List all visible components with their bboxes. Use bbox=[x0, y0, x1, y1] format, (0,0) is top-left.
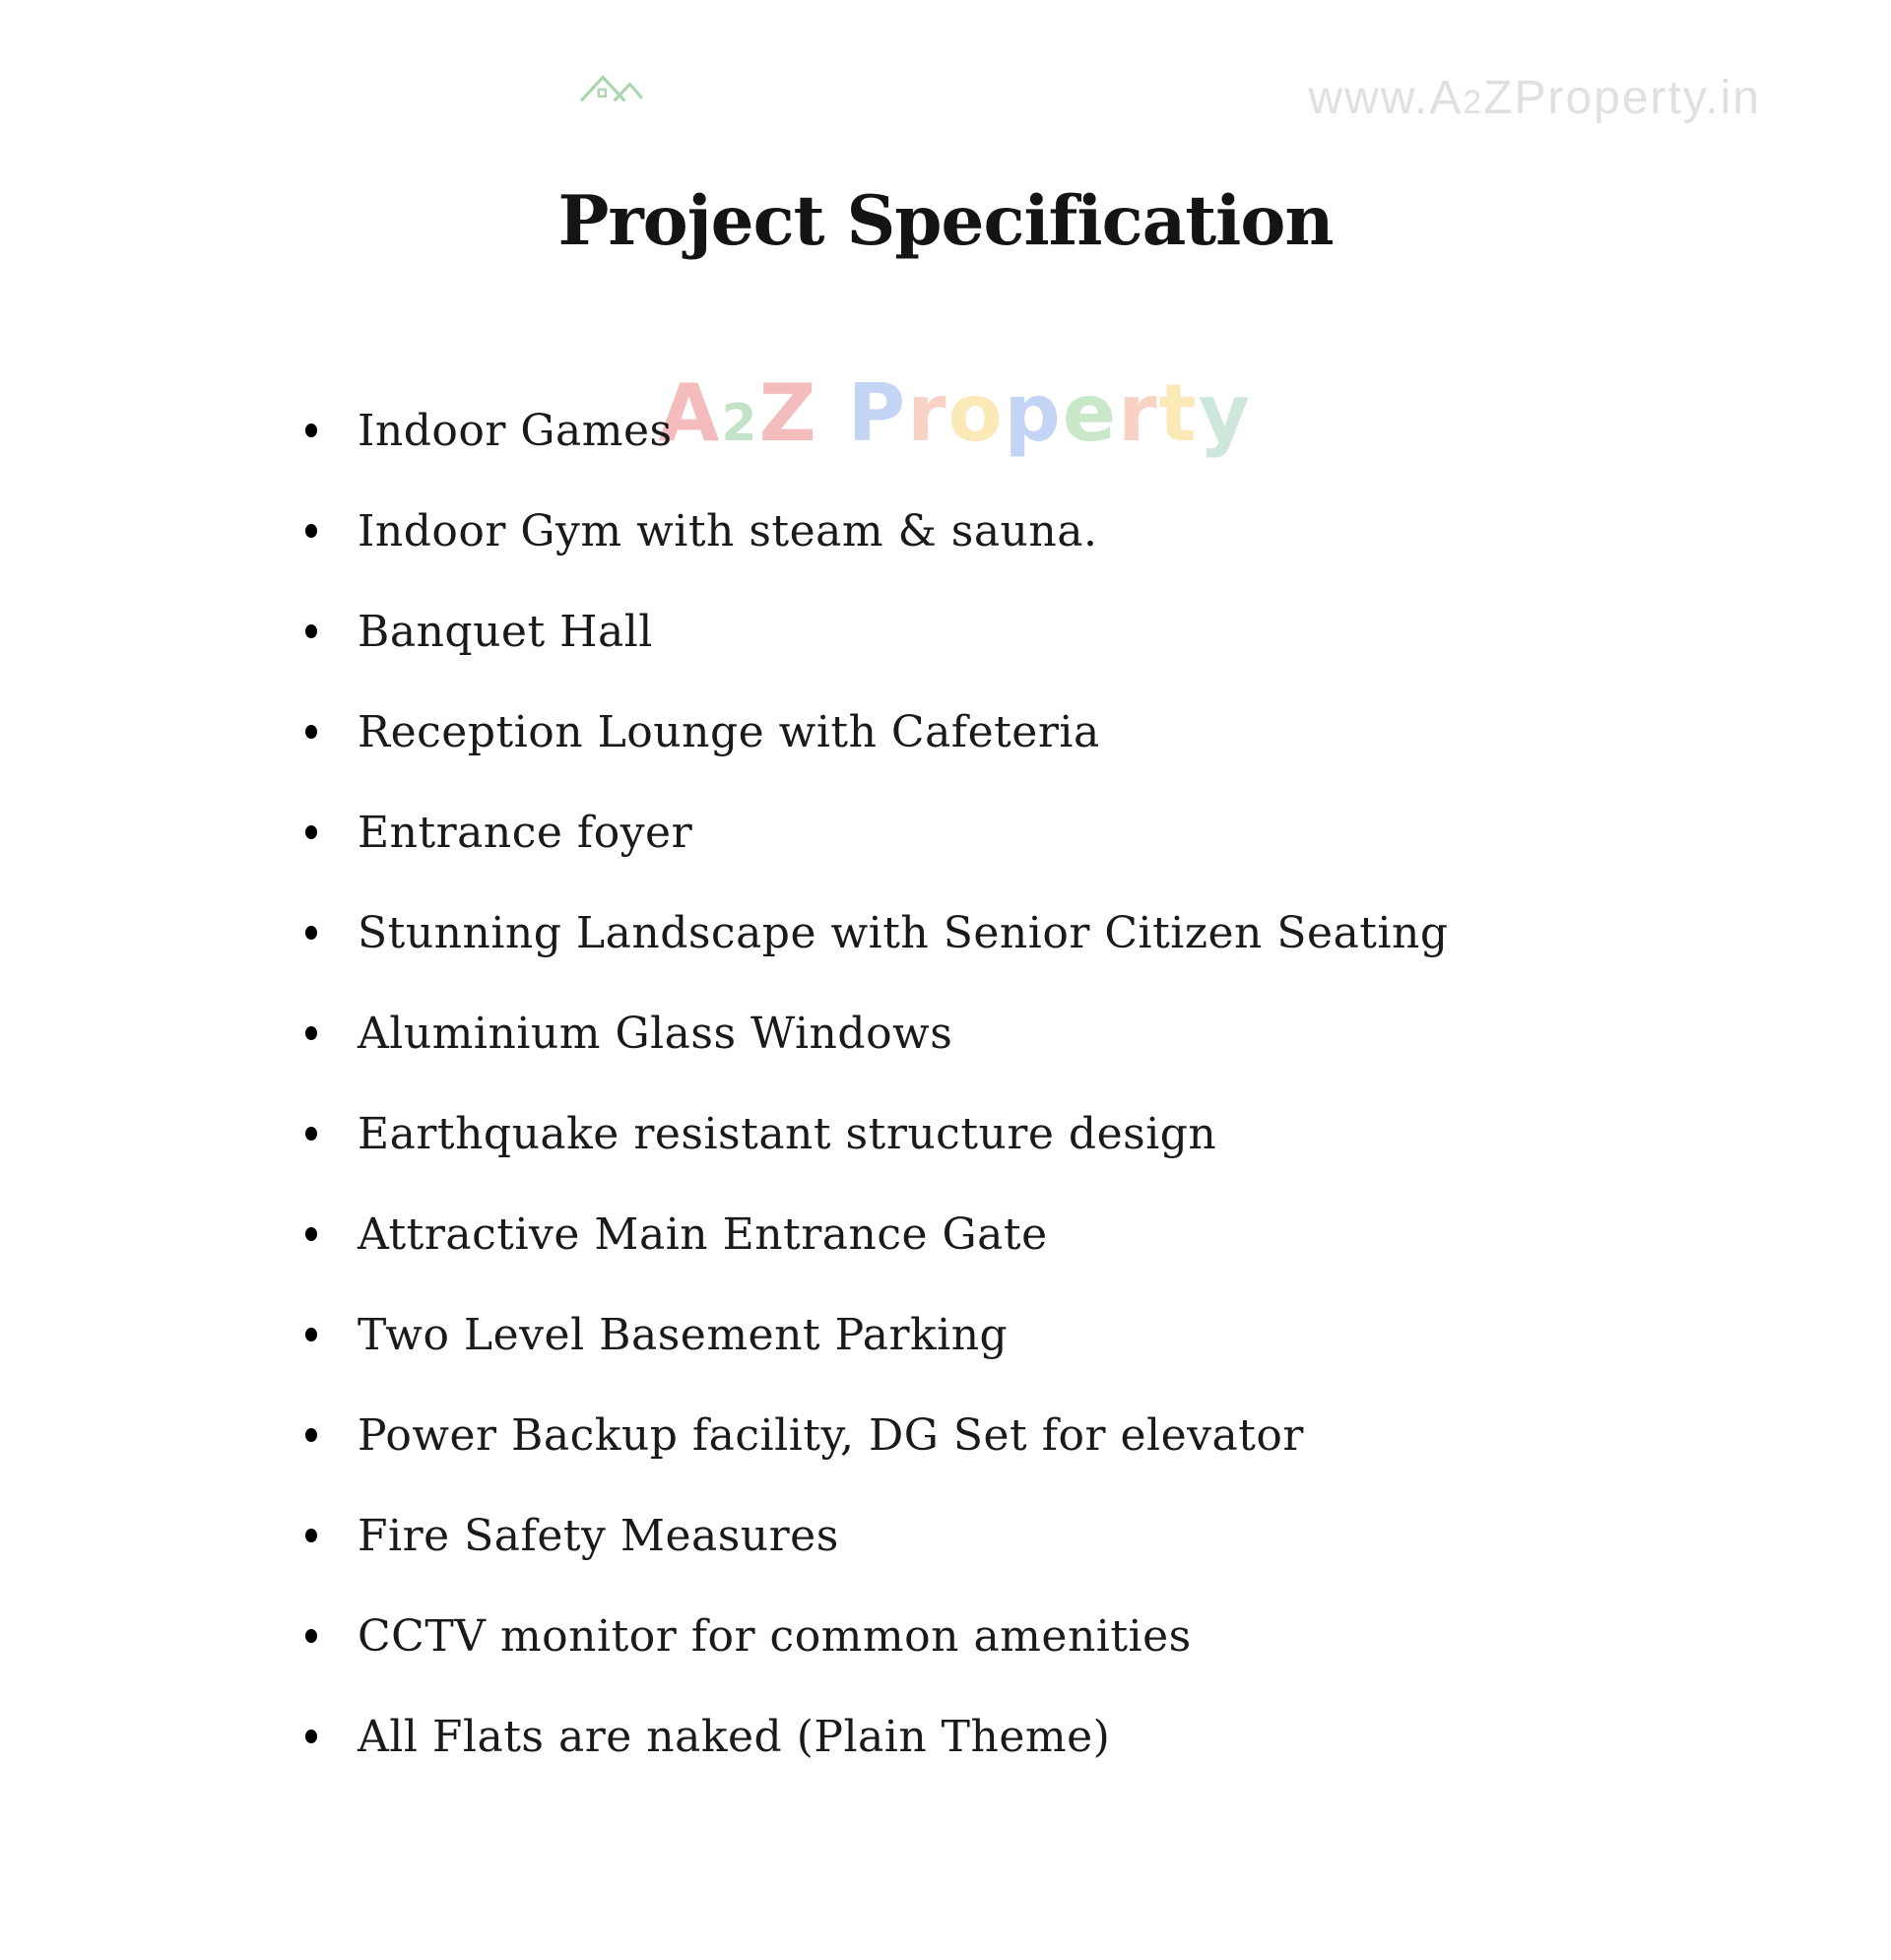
logo-letter: P bbox=[847, 367, 908, 459]
logo-letter: r bbox=[1118, 367, 1159, 459]
list-item: CCTV monitor for common amenities bbox=[0, 1608, 1891, 1665]
list-item: Power Backup facility, DG Set for elevator bbox=[0, 1407, 1891, 1464]
logo-letter: t bbox=[1158, 367, 1199, 459]
watermark-subscript-2: 2 bbox=[1463, 84, 1484, 121]
list-item: Banquet Hall bbox=[0, 604, 1891, 660]
list-item: Indoor Games bbox=[0, 403, 1891, 459]
watermark-text: ZProperty.in bbox=[1483, 72, 1761, 124]
page-title: Project Specification bbox=[557, 181, 1334, 261]
list-item: All Flats are naked (Plain Theme) bbox=[0, 1709, 1891, 1765]
list-item: Attractive Main Entrance Gate bbox=[0, 1207, 1891, 1263]
logo-letter: o bbox=[947, 367, 1005, 459]
list-item: Earthquake resistant structure design bbox=[0, 1106, 1891, 1162]
logo-letter: A bbox=[658, 367, 722, 459]
list-item: Indoor Gym with steam & sauna. bbox=[0, 503, 1891, 559]
logo-letter: r bbox=[907, 367, 948, 459]
spec-list bbox=[0, 403, 1891, 1765]
list-item: Aluminium Glass Windows bbox=[0, 1006, 1891, 1062]
list-item: Fire Safety Measures bbox=[0, 1508, 1891, 1564]
logo-letter: p bbox=[1004, 367, 1063, 459]
list-item: Reception Lounge with Cafeteria bbox=[0, 704, 1891, 760]
page bbox=[0, 69, 1891, 1960]
list-item: Stunning Landscape with Senior Citizen Seating bbox=[0, 905, 1891, 961]
list-item: Entrance foyer bbox=[0, 805, 1891, 861]
list-item: Two Level Basement Parking bbox=[0, 1307, 1891, 1363]
house-roof-icon bbox=[576, 73, 647, 102]
logo-letter: Z bbox=[758, 367, 818, 459]
watermark-text: www.A bbox=[1308, 72, 1464, 124]
logo-letter: e bbox=[1062, 367, 1119, 459]
logo-letter: 2 bbox=[721, 394, 759, 453]
logo-letter: y bbox=[1198, 367, 1252, 459]
